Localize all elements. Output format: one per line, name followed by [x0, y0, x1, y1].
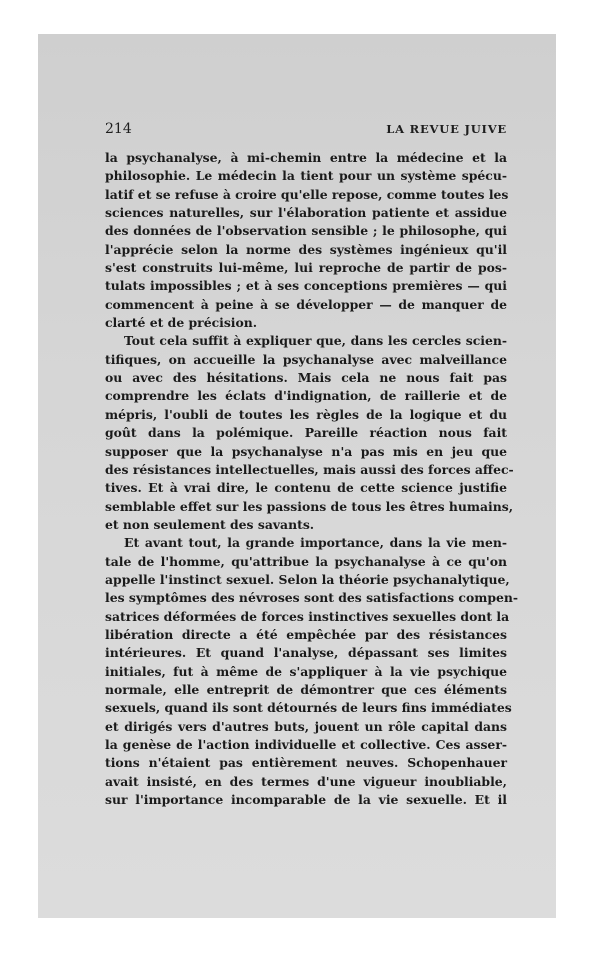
text-line: sur l'importance incomparable de la vie sexuelle. Et il [105, 792, 507, 808]
text-line: des données de l'observation sensible ; le philosophe, qui [105, 223, 507, 239]
paragraph-1 [105, 149, 507, 332]
text-line: normale, elle entreprit de démontrer que ces éléments [105, 681, 507, 697]
body-text [105, 149, 519, 809]
text-line: clarté et de précision. [105, 315, 258, 331]
text-line: commencent à peine à se développer — de manquer de [105, 296, 507, 312]
text-line: intérieures. Et quand l'analyse, dépassant ses limites [105, 645, 507, 661]
text-line: l'apprécie selon la norme des systèmes ingénieux qu'il [105, 241, 507, 257]
text-line: tifiques, on accueille la psychanalyse avec malveillance [105, 351, 507, 367]
text-line: s'est construits lui-même, lui reproche de partir de pos- [105, 260, 507, 276]
text-line: la genèse de l'action individuelle et collective. Ces asser- [105, 737, 507, 752]
page-header [105, 121, 507, 139]
paragraph-3 [105, 534, 519, 809]
text-line: tives. Et à vrai dire, le contenu de cette science justifie [105, 480, 507, 496]
text-line: les symptômes des névroses sont des satisfactions compen- [105, 590, 519, 606]
text-line: satrices déformées de forces instinctives sexuelles dont la [105, 608, 510, 624]
text-line: Tout cela suffit à expliquer que, dans les cercles scien- [124, 333, 507, 349]
text-line: et dirigés vers d'autres buts, jouent un rôle capital dans [105, 718, 507, 734]
text-line: philosophie. Le médecin la tient pour un système spécu- [105, 168, 507, 184]
text-line: initiales, fut à même de s'appliquer à la vie psychique [105, 663, 507, 679]
text-line: comprendre les éclats d'indignation, de raillerie et de [105, 388, 507, 404]
page-number: 214 [105, 121, 132, 137]
text-line: mépris, l'oubli de toutes les règles de la logique et du [105, 406, 507, 422]
text-line: tions n'étaient pas entièrement neuves. Schopenhauer [105, 755, 507, 771]
text-line: libération directe a été empêchée par des résistances [105, 626, 507, 642]
text-line: semblable effet sur les passions de tous les êtres humains, [105, 498, 514, 514]
text-line: sexuels, quand ils sont détournés de leurs fins immédiates [105, 700, 512, 716]
paragraph-2 [105, 332, 514, 534]
text-line: goût dans la polémique. Pareille réaction nous fait [105, 425, 507, 441]
running-head: LA REVUE JUIVE [386, 122, 507, 136]
text-line: avait insisté, en des termes d'une vigueur inoubliable, [105, 773, 507, 789]
text-line: ou avec des hésitations. Mais cela ne nous fait pas [105, 370, 507, 386]
text-line: latif et se refuse à croire qu'elle repose, comme toutes les [105, 186, 509, 202]
scanned-page [38, 34, 556, 918]
text-line: appelle l'instinct sexuel. Selon la théorie psychanalytique, [105, 571, 510, 587]
text-line: la psychanalyse, à mi-chemin entre la médecine et la [105, 150, 507, 165]
text-line: Et avant tout, la grande importance, dans la vie men- [124, 535, 507, 551]
text-line: et non seulement des savants. [105, 516, 315, 532]
text-line: sciences naturelles, sur l'élaboration patiente et assidue [105, 205, 507, 221]
text-line: tale de l'homme, qu'attribue la psychanalyse à ce qu'on [105, 553, 507, 569]
text-line: des résistances intellectuelles, mais aussi des forces affec- [105, 461, 514, 477]
text-line: tulats impossibles ; et à ses conceptions premières — qui [105, 278, 507, 294]
text-line: supposer que la psychanalyse n'a pas mis en jeu que [105, 443, 507, 459]
